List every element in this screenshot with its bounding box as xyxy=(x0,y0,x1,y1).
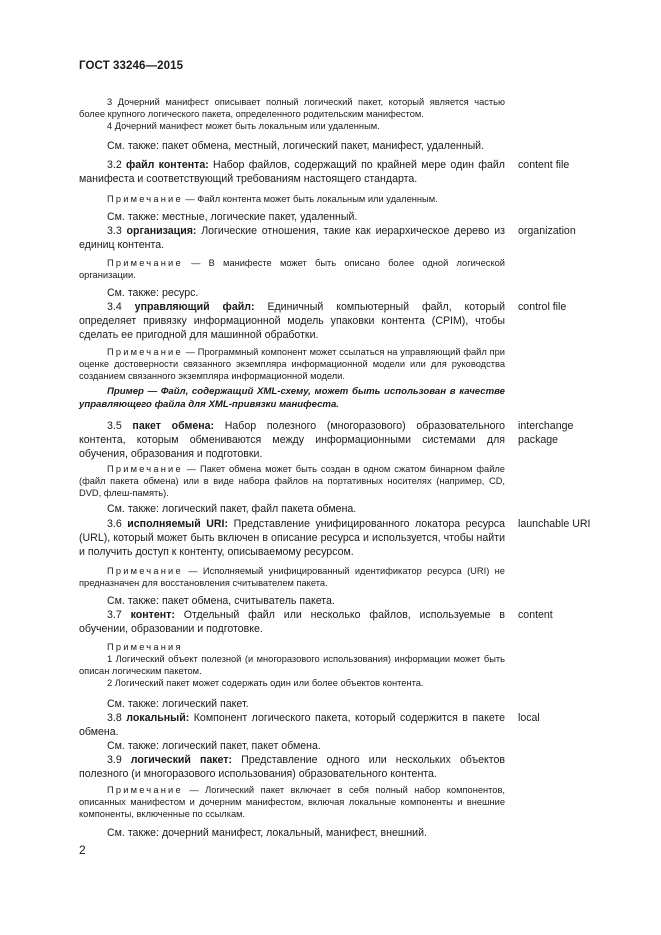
note-3-5: Примечание — Пакет обмена может быть создан в одном сжатом бинарном файле (файл пакета обмена) или в виде набора файлов на портативных носителях (например, CD, DVD, флеш-память). xyxy=(79,464,505,498)
definition-3-3: 3.3 организация: Логические отношения, такие как иерархическое дерево из единиц контента. xyxy=(79,225,505,251)
definition-3-6: 3.6 исполняемый URI: Представление унифицированного локатора ресурса (URL), который может быть включен в описание ресурса и используется, чтобы найти и получить доступ к контенту, описываемому ресурсом. xyxy=(79,518,505,558)
note-3-9: Примечание — Логический пакет включает в себя полный набор компонентов, описанных манифестом и дочерним манифестом, включая локальные компоненты и внешние компоненты, включенные по ссылкам. xyxy=(79,785,505,819)
definition-3-9: 3.9 логический пакет: Представление одного или нескольких объектов полезного (и многоразового использования) образовательного контента. xyxy=(79,754,505,780)
see-also: См. также: ресурс. xyxy=(107,287,199,299)
note-3-3: Примечание — В манифесте может быть описано более одной логической организации. xyxy=(79,258,505,280)
page-number: 2 xyxy=(79,843,86,857)
note-3-2: Примечание — Файл контента может быть локальным или удаленным. xyxy=(107,194,438,204)
see-also: См. также: пакет обмена, местный, логический пакет, манифест, удаленный. xyxy=(107,140,485,152)
see-also: См. также: логический пакет. xyxy=(107,698,249,710)
english-term: package xyxy=(518,434,559,446)
see-also: См. также: местные, логические пакет, удаленный. xyxy=(107,211,358,223)
example-3-4: Пример — Файл, содержащий XML-схему, может быть использован в качестве управляющего файла для XML-привязки манифеста. xyxy=(79,386,505,410)
english-term: interchange xyxy=(518,420,574,432)
english-term: launchable URI xyxy=(518,518,591,530)
note-3-4: Примечание — Программный компонент может ссылаться на управляющий файл при оценке достоверности связанного экземпляра информационной модели или для руководства созданием связанного экземпляра информационной модели. xyxy=(79,347,505,381)
english-term: control file xyxy=(518,301,567,313)
definition-3-8: 3.8 локальный: Компонент логического пакета, который содержится в пакете обмена. xyxy=(79,712,505,738)
see-also: См. также: дочерний манифест, локальный, манифест, внешний. xyxy=(107,827,427,839)
english-term: content file xyxy=(518,159,570,171)
see-also: См. также: логический пакет, пакет обмена. xyxy=(107,740,321,752)
notes-label: Примечания xyxy=(107,642,183,652)
english-term: content xyxy=(518,609,553,621)
note-text: 2 Логический пакет может содержать один или более объектов контента. xyxy=(107,678,424,688)
page-header: ГОСТ 33246—2015 xyxy=(79,60,184,72)
english-term: organization xyxy=(518,225,576,237)
definition-3-7: 3.7 контент: Отдельный файл или несколько файлов, используемые в обучении, образовании и подготовке. xyxy=(79,609,505,635)
note-text: 1 Логический объект полезной (и многоразового использования) информации может быть описан логическим пакетом. xyxy=(79,654,505,676)
definition-3-4: 3.4 управляющий файл: Единичный компьютерный файл, который определяет привязку информационной модель упаковки контента (CPIM), чтобы сделать ее пригодной для машинной обработки. xyxy=(79,301,505,341)
note-3-6: Примечание — Исполняемый унифицированный идентификатор ресурса (URI) не предназначен для восстановления считывателем пакета. xyxy=(79,566,505,588)
note-text: 4 Дочерний манифест может быть локальным или удаленным. xyxy=(107,121,380,131)
definition-3-2: 3.2 файл контента: Набор файлов, содержащий по крайней мере один файл манифеста и соответствующий требованиям настоящего стандарта. xyxy=(79,159,505,185)
see-also: См. также: пакет обмена, считыватель пакета. xyxy=(107,595,335,607)
note-text: 3 Дочерний манифест описывает полный логический пакет, который является частью более крупного логического пакета, определенного родительским манифестом. xyxy=(79,97,505,119)
see-also: См. также: логический пакет, файл пакета обмена. xyxy=(107,503,357,515)
english-term: local xyxy=(518,712,540,724)
definition-3-5: 3.5 пакет обмена: Набор полезного (многоразового) образовательного контента, которым обмениваются между информационными системами для обучения, образования и подготовки. xyxy=(79,420,506,460)
